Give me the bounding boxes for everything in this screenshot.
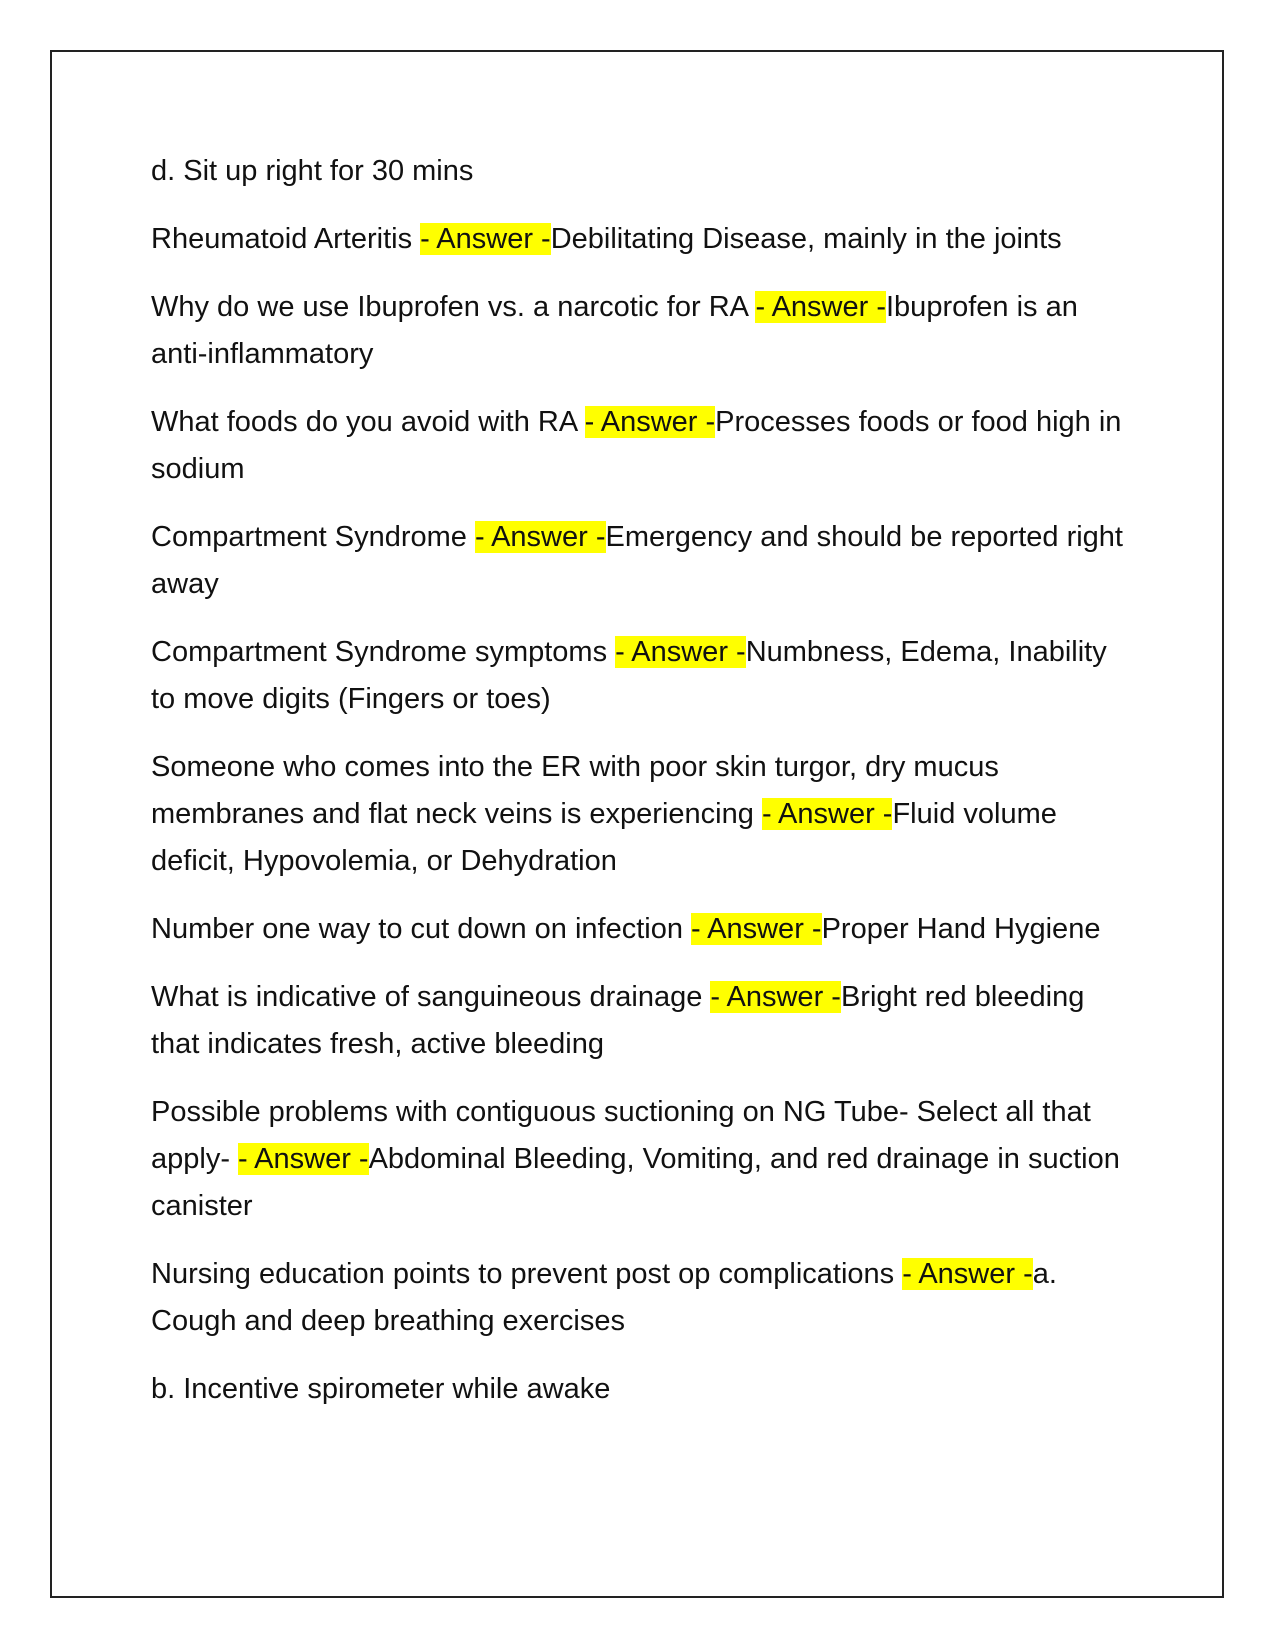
question-text: What foods do you avoid with RA	[151, 406, 585, 438]
question-text: Why do we use Ibuprofen vs. a narcotic for RA	[151, 291, 756, 323]
qa-item-infection	[151, 906, 1131, 953]
answer-marker: - Answer -	[691, 913, 822, 945]
answer-text: Bright red bleeding that indicates fresh, active bleeding	[151, 981, 1085, 1060]
qa-item-ng-tube	[151, 1089, 1131, 1230]
answer-marker: - Answer -	[615, 636, 746, 668]
answer-text: Abdominal Bleeding, Vomiting, and red drainage in suction canister	[151, 1143, 1120, 1222]
qa-item-ra-foods	[151, 399, 1131, 493]
answer-marker: - Answer -	[584, 406, 716, 438]
question-text: Compartment Syndrome symptoms	[151, 636, 616, 668]
answer-text: d. Sit up right for 30 mins	[151, 155, 474, 187]
question-text: Possible problems with contiguous suctioning on NG Tube- Select all that apply-	[151, 1096, 1091, 1175]
answer-marker: - Answer -	[761, 798, 893, 830]
answer-text: Numbness, Edema, Inability to move digits (Fingers or toes)	[151, 636, 1107, 715]
answer-marker: - Answer -	[420, 223, 551, 255]
question-text: Nursing education points to prevent post op complications	[151, 1258, 903, 1290]
answer-text: Fluid volume deficit, Hypovolemia, or Dehydration	[151, 798, 1057, 877]
answer-text: Processes foods or food high in sodium	[151, 406, 1122, 485]
qa-item-compartment-symptoms	[151, 629, 1131, 723]
qa-item-er-dehydration	[151, 744, 1131, 885]
question-text: What is indicative of sanguineous drainage	[151, 981, 711, 1013]
answer-marker: - Answer -	[474, 521, 606, 553]
answer-text: Debilitating Disease, mainly in the joints	[550, 223, 1062, 255]
answer-text: a. Cough and deep breathing exercises	[151, 1258, 1057, 1337]
answer-text: Proper Hand Hygiene	[821, 913, 1101, 945]
question-text: Someone who comes into the ER with poor skin turgor, dry mucus membranes and flat neck veins is experiencing	[151, 751, 999, 830]
qa-item-rheumatoid-arthritis	[151, 216, 1131, 263]
answer-text: Ibuprofen is an anti-inflammatory	[151, 291, 1078, 370]
question-text: Rheumatoid Arteritis	[151, 223, 421, 255]
answer-marker: - Answer -	[710, 981, 841, 1013]
paragraph-1	[151, 148, 1131, 195]
qa-item-ibuprofen	[151, 284, 1131, 378]
question-text: Number one way to cut down on infection	[151, 913, 692, 945]
qa-item-post-op	[151, 1251, 1131, 1345]
answer-marker: - Answer -	[238, 1143, 369, 1175]
answer-marker: - Answer -	[902, 1258, 1033, 1290]
paragraph-12	[151, 1366, 1131, 1413]
qa-item-compartment-syndrome	[151, 514, 1131, 608]
answer-marker: - Answer -	[755, 291, 886, 323]
qa-item-sanguineous	[151, 974, 1131, 1068]
document-body	[151, 148, 1131, 1434]
question-text: Compartment Syndrome	[151, 521, 475, 553]
answer-text: Emergency and should be reported right away	[151, 521, 1123, 600]
answer-text: b. Incentive spirometer while awake	[151, 1373, 611, 1405]
